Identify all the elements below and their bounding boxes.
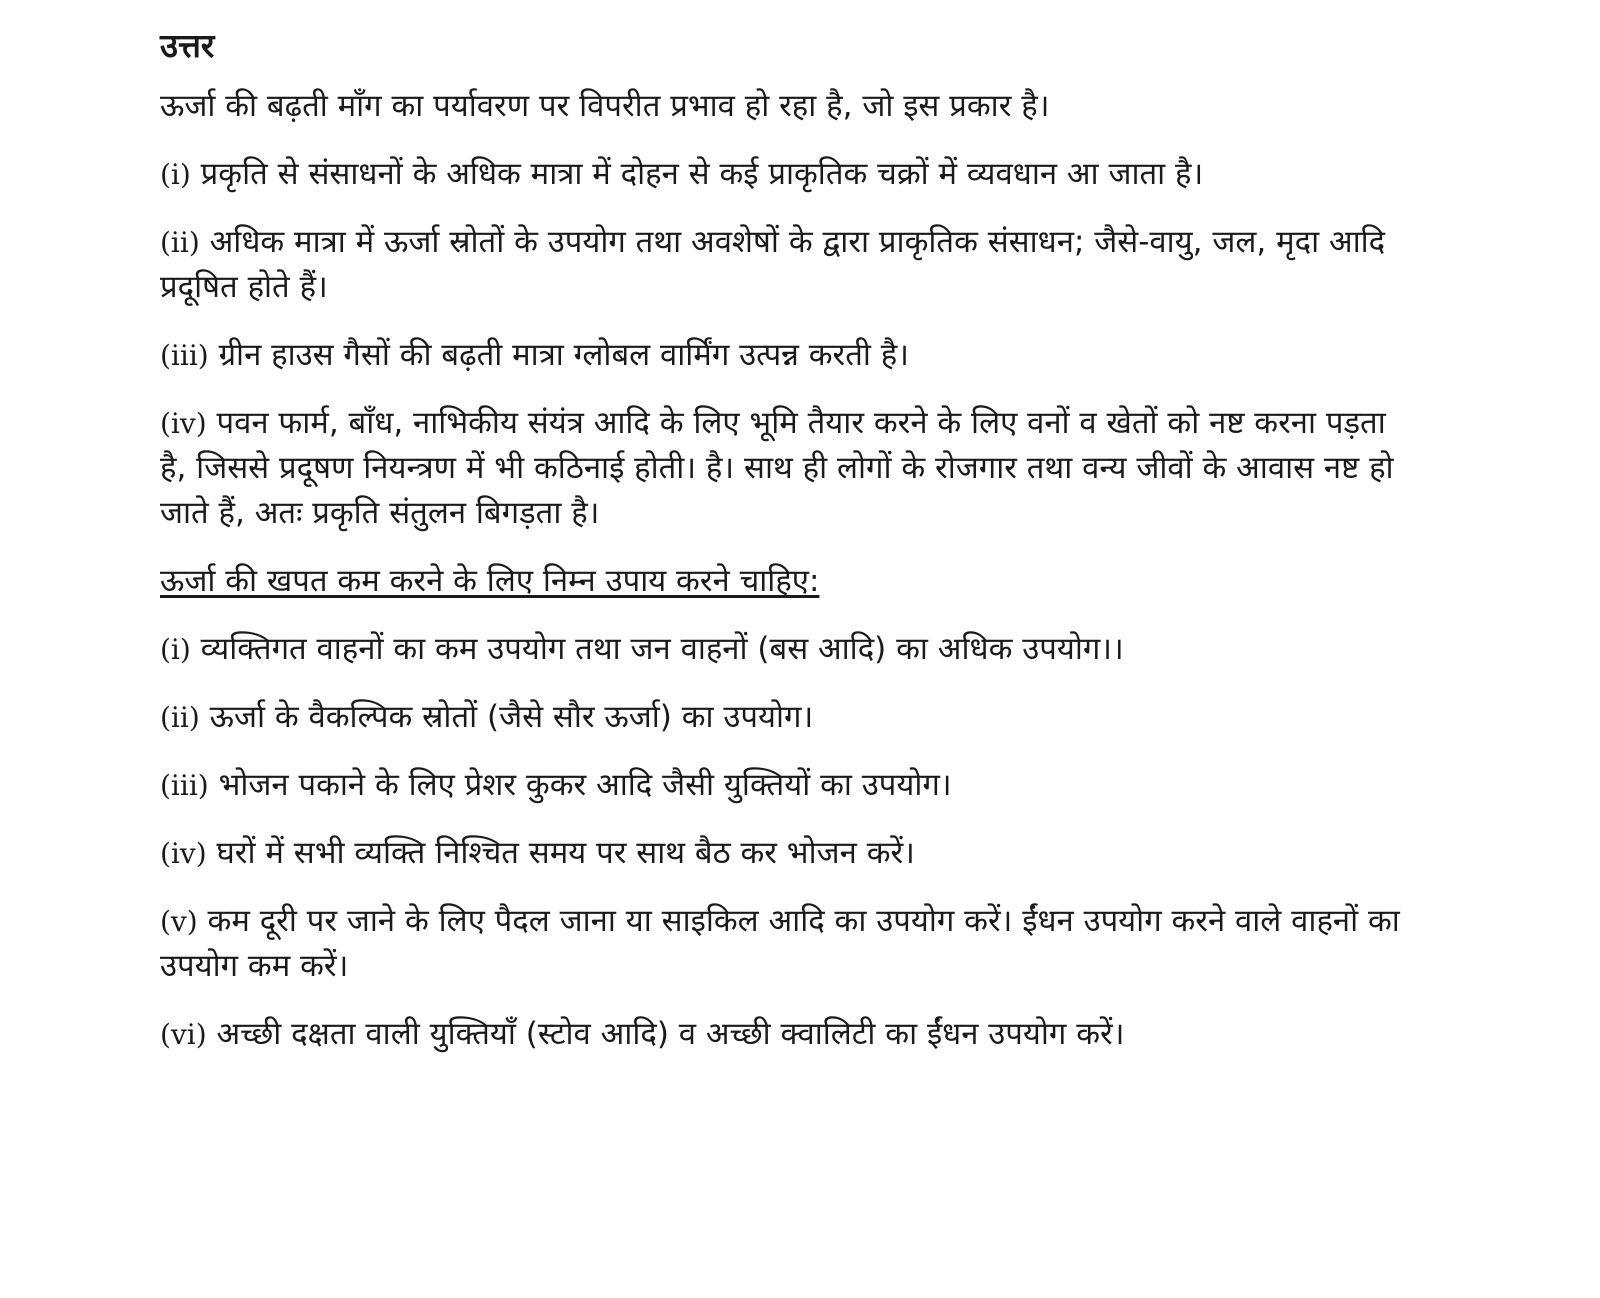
measure-item-6 bbox=[160, 1012, 1270, 1057]
item-text: ऊर्जा के वैकल्पिक स्रोतों (जैसे सौर ऊर्जा) का उपयोग। bbox=[199, 699, 814, 735]
item-text: कम दूरी पर जाने के लिए पैदल जाना या साइकिल आदि का उपयोग करें। ईंधन उपयोग करने वाले वाहनों का उपयोग कम करें। bbox=[160, 903, 1400, 984]
answer-heading: उत्तर bbox=[160, 26, 215, 65]
measure-item-5 bbox=[160, 899, 1410, 989]
item-text: पवन फार्म, बाँध, नाभिकीय संयंत्र आदि के लिए भूमि तैयार करने के लिए वनों व खेतों को नष्ट करना पड़ता है, जिससे प्रदूषण नियन्त्रण में भी कठिनाई होती। है। साथ ही लोगों के रोजगार तथा वन्य जीवों के आवास नष्ट हो जाते हैं, अतः प्रकृति संतुलन बिगड़ता है। bbox=[160, 405, 1394, 531]
item-number: (iv) bbox=[160, 407, 207, 440]
effect-item-2 bbox=[160, 220, 1390, 310]
measure-item-3 bbox=[160, 763, 1460, 808]
item-number: (i) bbox=[160, 633, 191, 666]
measure-item-2 bbox=[160, 695, 1460, 740]
item-number: (v) bbox=[160, 905, 198, 938]
answer-document bbox=[160, 22, 1460, 1080]
item-number: (ii) bbox=[160, 226, 200, 259]
item-number: (vi) bbox=[160, 1018, 207, 1051]
item-text: अच्छी दक्षता वाली युक्तियाँ (स्टोव आदि) व अच्छी क्वालिटी का ईंधन उपयोग करें। bbox=[206, 1016, 1125, 1052]
item-text: अधिक मात्रा में ऊर्जा स्रोतों के उपयोग तथा अवशेषों के द्वारा प्राकृतिक संसाधन; जैसे-वायु, जल, मृदा आदि प्रदूषित होते हैं। bbox=[160, 224, 1386, 305]
effect-item-3 bbox=[160, 333, 1460, 378]
item-text: भोजन पकाने के लिए प्रेशर कुकर आदि जैसी युक्तियों का उपयोग। bbox=[208, 767, 952, 803]
effect-item-1 bbox=[160, 152, 1410, 197]
item-number: (i) bbox=[160, 158, 191, 191]
item-number: (iv) bbox=[160, 837, 207, 870]
item-text: व्यक्तिगत वाहनों का कम उपयोग तथा जन वाहनों (बस आदि) का अधिक उपयोग।। bbox=[190, 631, 1124, 667]
item-text: घरों में सभी व्यक्ति निश्चित समय पर साथ बैठ कर भोजन करें। bbox=[206, 835, 915, 871]
intro-paragraph: ऊर्जा की बढ़ती माँग का पर्यावरण पर विपरीत प्रभाव हो रहा है, जो इस प्रकार है। bbox=[160, 88, 1050, 124]
measures-heading: ऊर्जा की खपत कम करने के लिए निम्न उपाय करने चाहिए: bbox=[160, 563, 820, 599]
item-number: (iii) bbox=[160, 339, 209, 372]
item-number: (ii) bbox=[160, 701, 200, 734]
item-number: (iii) bbox=[160, 769, 209, 802]
measure-item-1 bbox=[160, 627, 1460, 672]
effect-item-4 bbox=[160, 401, 1410, 536]
item-text: ग्रीन हाउस गैसों की बढ़ती मात्रा ग्लोबल वार्मिंग उत्पन्न करती है। bbox=[208, 337, 909, 373]
item-text: प्रकृति से संसाधनों के अधिक मात्रा में दोहन से कई प्राकृतिक चक्रों में व्यवधान आ जाता है। bbox=[190, 156, 1204, 192]
measure-item-4 bbox=[160, 831, 1460, 876]
